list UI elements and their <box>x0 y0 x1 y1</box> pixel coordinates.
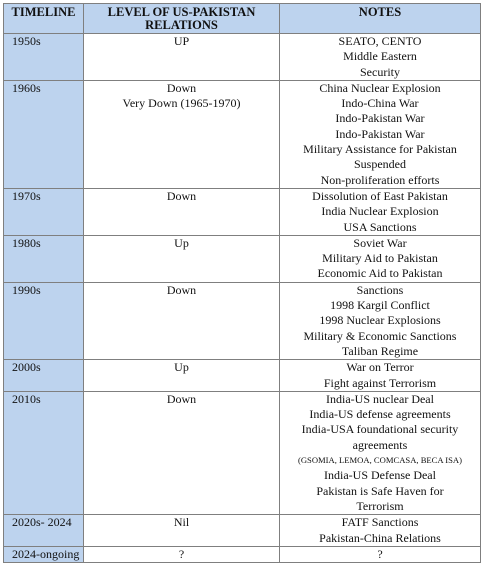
note-line: Military Aid to Pakistan <box>322 251 438 266</box>
note-line: Sanctions <box>356 282 404 297</box>
table-row <box>4 391 481 514</box>
timeline-cell: 1990s <box>4 282 84 359</box>
note-line: SEATO, CENTO <box>338 34 422 48</box>
timeline-cell: 1970s <box>4 188 84 235</box>
notes-cell <box>280 391 481 514</box>
note-line: India-US nuclear Deal <box>326 391 434 406</box>
level-line: Very Down (1965-1970) <box>122 96 241 111</box>
note-line: India-US Defense Deal <box>324 468 436 483</box>
notes-cell <box>280 34 481 81</box>
note-line: Soviet War <box>353 235 407 250</box>
level-cell <box>84 282 280 359</box>
note-line: 1998 Kargil Conflict <box>330 298 430 313</box>
note-line: China Nuclear Explosion <box>319 80 441 95</box>
note-line: ? <box>377 546 383 561</box>
note-line: Dissolution of East Pakistan <box>312 188 448 203</box>
notes-cell <box>280 546 481 562</box>
table-row <box>4 546 481 562</box>
note-line: India-USA foundational security <box>301 422 459 437</box>
header-row <box>4 4 481 34</box>
level-cell <box>84 80 280 188</box>
timeline-cell: 2024-ongoing <box>4 546 84 562</box>
note-line: Military Assistance for Pakistan <box>303 142 457 157</box>
timeline-cell: 1950s <box>4 34 84 81</box>
note-line: agreements <box>352 437 408 452</box>
level-cell <box>84 188 280 235</box>
notes-cell <box>280 188 481 235</box>
level-cell <box>84 391 280 514</box>
level-cell <box>84 546 280 562</box>
note-line: Pakistan is Safe Haven for <box>316 483 444 498</box>
table-row <box>4 235 481 282</box>
level-line: Down <box>166 391 197 406</box>
level-cell <box>84 34 280 81</box>
notes-cell <box>280 235 481 282</box>
note-line: Terrorism <box>356 498 404 513</box>
note-line: Pakistan-China Relations <box>319 530 441 545</box>
note-line: War on Terror <box>346 360 414 375</box>
timeline-cell: 2000s <box>4 360 84 392</box>
note-line: FATF Sanctions <box>341 515 419 530</box>
note-line: Indo-Pakistan War <box>335 111 425 126</box>
note-line: 1998 Nuclear Explosions <box>319 313 441 328</box>
level-line: Nil <box>173 515 190 530</box>
note-line: Middle Eastern <box>343 49 417 64</box>
note-line: India-US defense agreements <box>309 407 451 422</box>
level-cell <box>84 235 280 282</box>
note-line: Taliban Regime <box>341 343 419 358</box>
header-notes: NOTES <box>280 4 481 34</box>
timeline-cell: 2010s <box>4 391 84 514</box>
table-row <box>4 282 481 359</box>
notes-cell <box>280 80 481 188</box>
note-line: Economic Aid to Pakistan <box>317 266 443 281</box>
level-line: Down <box>166 80 197 95</box>
level-cell <box>84 360 280 392</box>
level-line: Down <box>166 282 197 297</box>
level-line: ? <box>178 546 185 561</box>
level-line: Down <box>166 188 197 203</box>
table-row <box>4 188 481 235</box>
timeline-cell: 2020s- 2024 <box>4 515 84 547</box>
header-timeline: TIMELINE <box>4 4 84 34</box>
note-line: USA Sanctions <box>343 219 417 234</box>
note-line: Security <box>360 64 400 79</box>
relations-table <box>3 3 481 563</box>
note-line: (GSOMIA, LEMOA, COMCASA, BECA ISA) <box>297 455 462 466</box>
timeline-cell: 1980s <box>4 235 84 282</box>
notes-cell <box>280 515 481 547</box>
table-row <box>4 515 481 547</box>
level-line: Up <box>174 235 189 250</box>
timeline-cell: 1960s <box>4 80 84 188</box>
level-line: UP <box>173 34 190 48</box>
note-line: Suspended <box>354 157 406 172</box>
table-body <box>4 34 481 563</box>
note-line: Indo-Pakistan War <box>335 126 425 141</box>
note-line: India Nuclear Explosion <box>321 204 439 219</box>
note-line: Non-proliferation efforts <box>320 172 440 187</box>
notes-cell <box>280 360 481 392</box>
table-row <box>4 80 481 188</box>
level-cell <box>84 515 280 547</box>
note-line: Military & Economic Sanctions <box>303 328 457 343</box>
note-line: Fight against Terrorism <box>323 375 437 390</box>
table-row <box>4 34 481 81</box>
table-row <box>4 360 481 392</box>
note-line: Indo-China War <box>341 96 419 111</box>
notes-cell <box>280 282 481 359</box>
level-line: Up <box>174 360 189 375</box>
header-level: LEVEL OF US-PAKISTAN RELATIONS <box>84 4 280 34</box>
